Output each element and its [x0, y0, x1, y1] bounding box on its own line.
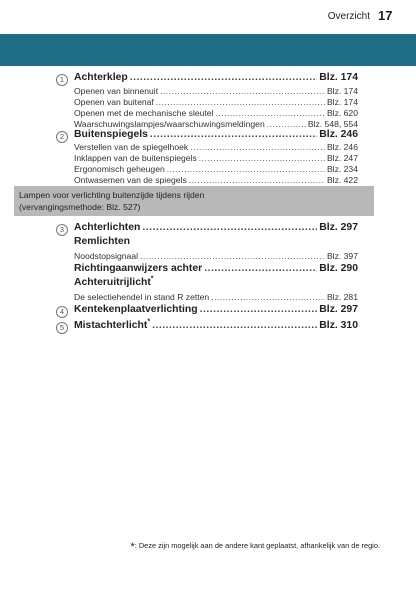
- page-reference: Blz. 422: [326, 175, 358, 185]
- subentry-label: Openen van buitenaf: [74, 97, 154, 107]
- toc-entry-kentekenplaatverlichting[interactable]: [58, 304, 358, 318]
- page-reference: Blz. 281: [326, 292, 358, 302]
- page-reference: Blz. 234: [326, 164, 358, 174]
- dot-leader: [152, 320, 317, 331]
- footnote-asterisk: *: [130, 541, 135, 553]
- toc-entry-achterklep[interactable]: [58, 72, 358, 86]
- lamp-replacement-note: [14, 186, 374, 216]
- callout-number-5: 5: [56, 322, 68, 334]
- subentry-label: Inklappen van de buitenspiegels: [74, 153, 197, 163]
- entry-title: Achterklep: [74, 72, 128, 83]
- entry-title: Richtingaanwijzers achter: [74, 263, 203, 274]
- dot-leader: [211, 292, 325, 302]
- dot-leader: [150, 129, 317, 140]
- entry-title: Kentekenplaatverlichting: [74, 304, 198, 315]
- page-reference: Blz. 174: [326, 86, 358, 96]
- entry-title: Mistachterlicht: [74, 320, 148, 331]
- dot-leader: [189, 175, 325, 185]
- dot-leader: [190, 142, 325, 152]
- callout-number-3: 3: [56, 224, 68, 236]
- callout-number-2: 2: [56, 131, 68, 143]
- toc-heading-achteruitrijlicht: [58, 277, 358, 291]
- subentry-label: Ergonomisch geheugen: [74, 164, 165, 174]
- toc-subentry[interactable]: [74, 153, 358, 164]
- page-reference: Blz. 174: [319, 72, 358, 83]
- toc-subentry[interactable]: [74, 292, 358, 303]
- toc-subentry[interactable]: [74, 108, 358, 119]
- dot-leader: [216, 108, 325, 118]
- toc-heading-remlichten: [58, 236, 358, 250]
- subentry-label: Noodstopsignaal: [74, 251, 139, 261]
- toc-subentry[interactable]: [74, 164, 358, 175]
- toc-entry-achterlichten[interactable]: [58, 222, 358, 236]
- footnote: [90, 541, 380, 553]
- page-reference: Blz. 297: [319, 304, 358, 315]
- toc-subentry[interactable]: [74, 175, 358, 186]
- subentry-label: Openen met de mechanische sleutel: [74, 108, 214, 118]
- footnote-text: : Deze zijn mogelijk aan de andere kant geplaatst, afhankelijk van de regio.: [134, 541, 380, 550]
- note-line-1: Lampen voor verlichting buitenzijde tijdens rijden: [19, 190, 205, 200]
- page-reference: Blz. 246: [319, 129, 358, 140]
- dot-leader: [267, 119, 306, 129]
- entry-title: Buitenspiegels: [74, 129, 148, 140]
- dot-leader: [167, 164, 325, 174]
- entry-title: Remlichten: [74, 236, 131, 247]
- subentry-label: Openen van binnenuit: [74, 86, 159, 96]
- section-title: Overzicht: [327, 11, 370, 22]
- page-reference: Blz. 290: [319, 263, 358, 274]
- page-reference: Blz. 397: [326, 251, 358, 261]
- dot-leader: [199, 153, 325, 163]
- toc-subentry[interactable]: [74, 142, 358, 153]
- page-reference: Blz. 174: [326, 97, 358, 107]
- callout-number-4: 4: [56, 306, 68, 318]
- subentry-label: Ontwasemen van de spiegels: [74, 175, 187, 185]
- toc-entry-mistachterlicht[interactable]: [58, 320, 358, 334]
- subentry-label: Waarschuwingslampjes/waarschuwingsmeldingen: [74, 119, 265, 129]
- dot-leader: [204, 263, 317, 274]
- page-reference: Blz. 297: [319, 222, 358, 233]
- subentry-label: Verstellen van de spiegelhoek: [74, 142, 189, 152]
- subentry-label: De selectiehendel in stand R zetten: [74, 292, 210, 302]
- page-reference: Blz. 246: [326, 142, 358, 152]
- page-reference: Blz. 548, 554: [307, 119, 358, 129]
- dot-leader: [142, 222, 317, 233]
- dot-leader: [130, 72, 318, 83]
- toc-subentry[interactable]: [74, 97, 358, 108]
- toc-entry-richtingaanwijzers[interactable]: [58, 263, 358, 277]
- callout-number-1: 1: [56, 74, 68, 86]
- dot-leader: [200, 304, 318, 315]
- entry-title: Achterlichten: [74, 222, 141, 233]
- toc-subentry[interactable]: [74, 251, 358, 262]
- page-reference: Blz. 310: [319, 320, 358, 331]
- page-reference: Blz. 247: [326, 153, 358, 163]
- dot-leader: [160, 86, 325, 96]
- entry-title: Achteruitrijlicht: [74, 277, 151, 288]
- dot-leader: [140, 251, 325, 261]
- header-color-band: [0, 34, 416, 66]
- toc-entry-buitenspiegels[interactable]: [58, 129, 358, 143]
- toc-subentry[interactable]: [74, 86, 358, 97]
- footnote-asterisk: *: [150, 275, 154, 283]
- footnote-asterisk: *: [147, 318, 151, 326]
- page-reference: Blz. 620: [326, 108, 358, 118]
- page-number: 17: [378, 8, 393, 23]
- dot-leader: [156, 97, 325, 107]
- note-line-2: (vervangingsmethode: Blz. 527): [19, 202, 141, 212]
